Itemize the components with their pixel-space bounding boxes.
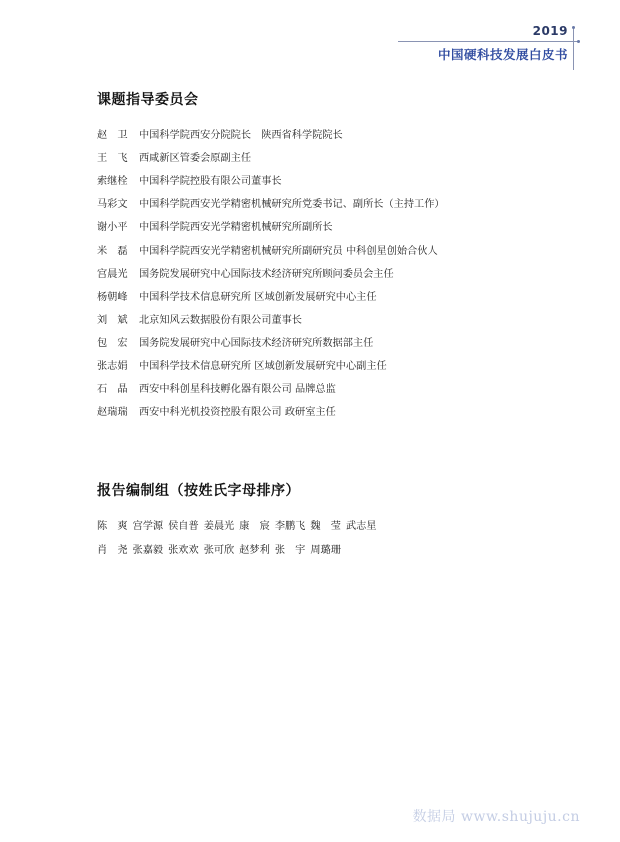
member-title: 中国科学院西安分院院长 陕西省科学院院长 xyxy=(139,130,343,142)
member-title: 中国科学院控股有限公司董事长 xyxy=(139,176,282,188)
editor-name: 武志星 xyxy=(345,520,377,532)
member-title: 国务院发展研究中心国际技术经济研究所顾问委员会主任 xyxy=(139,268,394,280)
member-name: 张志娟 xyxy=(97,360,128,372)
committee-member xyxy=(97,191,445,214)
header-divider xyxy=(398,41,578,42)
member-name: 宫晨光 xyxy=(97,268,128,280)
member-name: 包 宏 xyxy=(97,337,128,349)
committee-member xyxy=(97,237,445,260)
page-header xyxy=(380,22,580,70)
committee-member xyxy=(97,284,445,307)
header-dot xyxy=(572,26,575,29)
member-title: 西咸新区管委会原副主任 xyxy=(139,153,252,165)
member-name: 王 飞 xyxy=(97,153,128,165)
committee-member xyxy=(97,122,445,145)
editors-row xyxy=(97,512,382,536)
editor-name: 康 宸 xyxy=(239,520,270,532)
editor-name: 周璐珊 xyxy=(310,544,341,556)
book-title: 中国硬科技发展白皮书 xyxy=(437,47,568,62)
editor-name: 姜晨光 xyxy=(203,520,235,532)
year-label: 2019 xyxy=(532,24,568,38)
member-title: 中国科学技术信息研究所 区域创新发展研究中心副主任 xyxy=(139,360,387,372)
member-name: 马彩文 xyxy=(97,199,128,211)
member-name: 赵 卫 xyxy=(97,130,128,142)
member-name: 米 磊 xyxy=(97,245,128,257)
committee-member xyxy=(97,145,445,168)
header-vertical-rule xyxy=(573,28,574,70)
editor-name: 陈 爽 xyxy=(97,520,128,532)
member-title: 北京知风云数据股份有限公司董事长 xyxy=(139,314,302,326)
member-title: 中国科学院西安光学精密机械研究所党委书记、副所长（主持工作） xyxy=(139,199,445,211)
committee-title: 课题指导委员会 xyxy=(97,92,199,108)
editor-name: 魏 莹 xyxy=(310,520,341,532)
editor-name: 宫学源 xyxy=(132,520,164,532)
editor-name: 张嘉毅 xyxy=(132,544,164,556)
editor-name: 张 宇 xyxy=(274,544,306,556)
editor-name: 肖 尧 xyxy=(97,544,128,556)
committee-member xyxy=(97,330,445,353)
committee-member xyxy=(97,399,445,422)
committee-list xyxy=(97,122,445,422)
committee-member xyxy=(97,307,445,330)
member-title: 中国科学技术信息研究所 区域创新发展研究中心主任 xyxy=(139,291,377,303)
editor-name: 张欢欢 xyxy=(168,544,199,556)
committee-member xyxy=(97,376,445,399)
editors-row xyxy=(97,536,382,560)
committee-member xyxy=(97,353,445,376)
editor-name: 赵梦利 xyxy=(239,544,270,556)
member-name: 刘 斌 xyxy=(97,314,128,326)
member-name: 索继栓 xyxy=(97,176,128,188)
header-dot xyxy=(577,40,580,43)
editors-list xyxy=(97,512,382,560)
editor-name: 李鹏飞 xyxy=(274,520,306,532)
committee-member xyxy=(97,168,445,191)
member-title: 西安中科光机投资控股有限公司 政研室主任 xyxy=(139,407,336,419)
editor-name: 侯自普 xyxy=(168,520,199,532)
member-title: 国务院发展研究中心国际技术经济研究所数据部主任 xyxy=(139,337,374,349)
member-name: 谢小平 xyxy=(97,222,128,234)
watermark: 数据局 www.shujuju.cn xyxy=(412,809,580,825)
committee-member xyxy=(97,261,445,284)
member-name: 石 晶 xyxy=(97,384,128,396)
member-title: 中国科学院西安光学精密机械研究所副研究员 中科创星创始合伙人 xyxy=(139,245,438,257)
member-name: 赵瑞瑞 xyxy=(97,407,128,419)
member-title: 中国科学院西安光学精密机械研究所副所长 xyxy=(139,222,333,234)
editors-title: 报告编制组（按姓氏字母排序） xyxy=(97,483,300,499)
member-name: 杨朝峰 xyxy=(97,291,128,303)
committee-member xyxy=(97,214,445,237)
editor-name: 张可欣 xyxy=(203,544,235,556)
member-title: 西安中科创星科技孵化器有限公司 品牌总监 xyxy=(139,384,336,396)
